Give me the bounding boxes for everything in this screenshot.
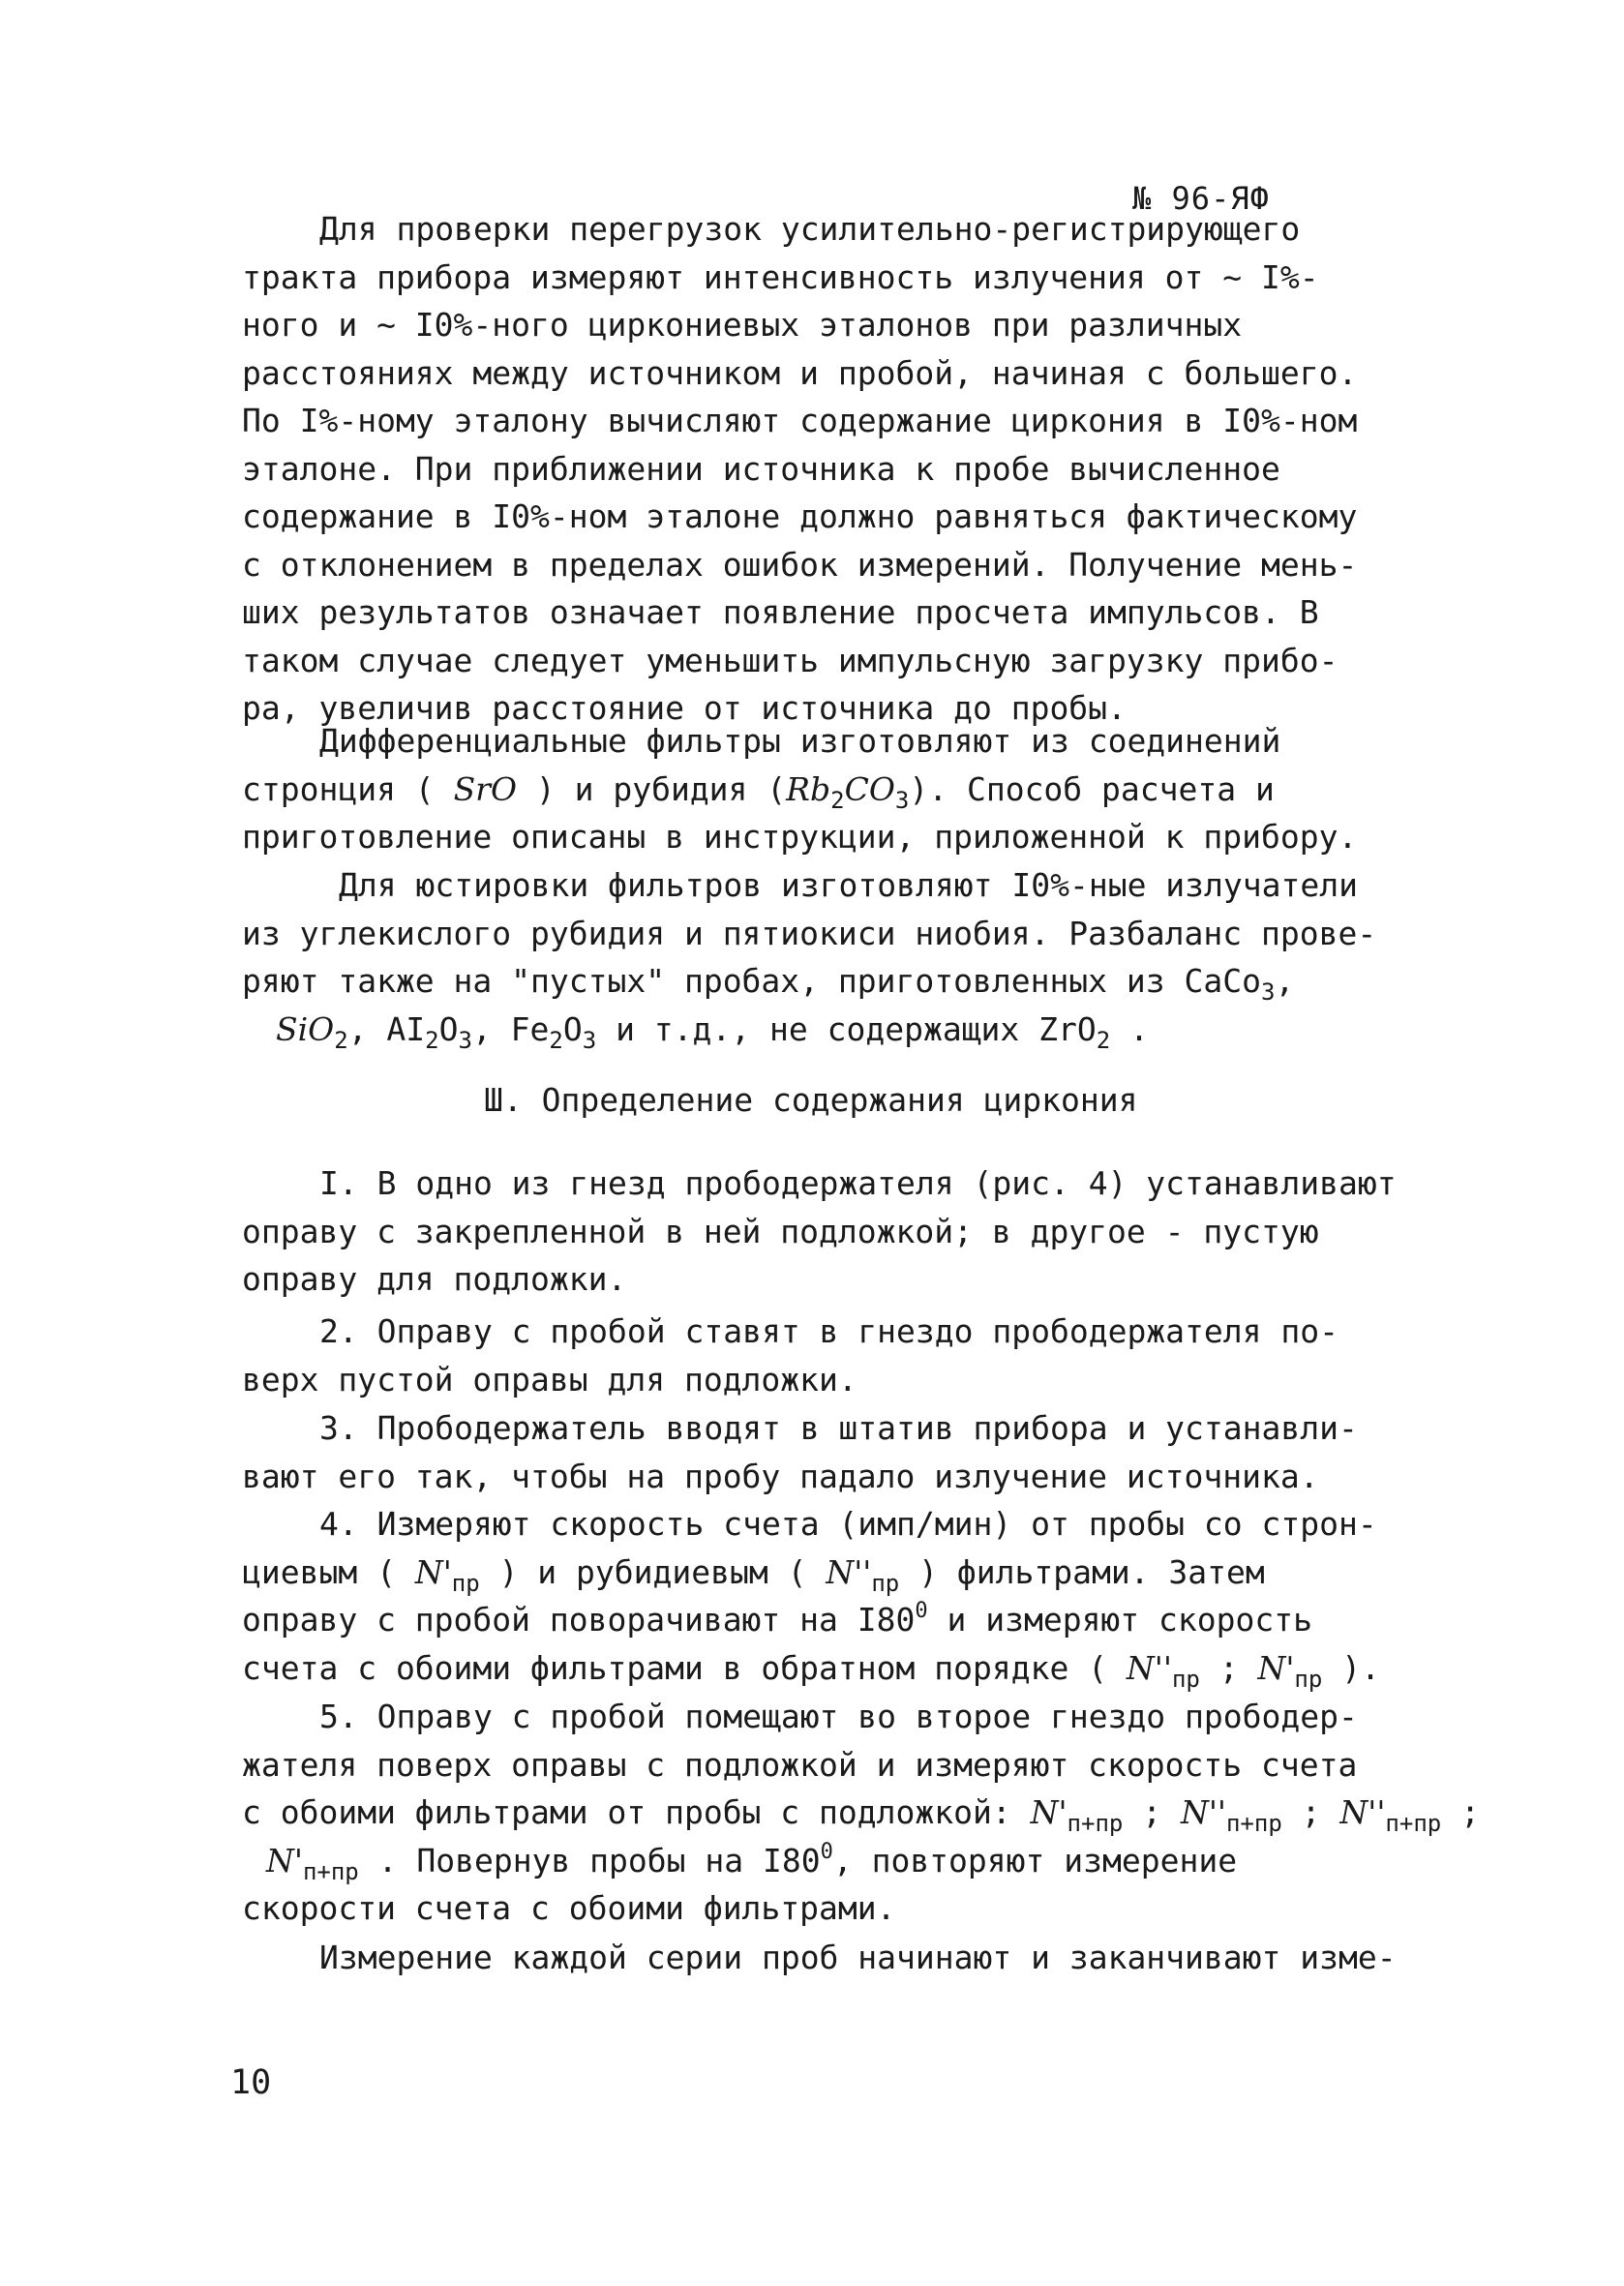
text-line: счета с обоими фильтрами в обратном порядке ( $N''_{пр}$ ; $N'_{пр}$ ). xyxy=(242,1648,1380,1693)
text-line: таком случае следует уменьшить импульсную загрузку прибо- xyxy=(242,641,1338,679)
text-line: оправу с закрепленной в ней подложкой; в другое - пустую xyxy=(242,1212,1319,1250)
text-line: из углекислого рубидия и пятиокиси ниобия. Разбаланс прове- xyxy=(242,914,1377,952)
text-line: $N'_{п+пр}$ . Повернув пробы на $I80^0$, повторяют измерение xyxy=(266,1839,1238,1885)
step-3 xyxy=(242,1404,1432,1500)
text-line: 3. Прободержатель вводят в штатив прибора и устанавли- xyxy=(319,1409,1358,1447)
text-line: содержание в I0%-ном эталоне должно равняться фактическому xyxy=(242,497,1358,535)
paragraph-filters xyxy=(242,717,1432,861)
step-5 xyxy=(242,1693,1480,1933)
text-line: По I%-ному эталону вычисляют содержание циркония в I0%-ном xyxy=(242,402,1358,439)
text-line: I. В одно из гнезд прободержателя (рис. 4) устанавливают xyxy=(319,1164,1397,1202)
text-line: стронция ( SrO ) и рубидия $(Rb_2CO_3)$. Способ расчета и xyxy=(242,769,1275,814)
text-line: эталоне. При приближении источника к пробе вычисленное xyxy=(242,449,1280,488)
text-line: оправу для подложки. xyxy=(242,1260,627,1298)
step-2 xyxy=(242,1308,1432,1403)
text-line: расстояниях между источником и пробой, начиная с большего. xyxy=(242,353,1358,392)
paragraph-series xyxy=(242,1934,1432,1982)
text-line: скорости счета с обоими фильтрами. xyxy=(242,1889,896,1927)
text-line: SiO$_2$, $AI_2O_3$, $Fe_2O_3$ и т.д., не содержащих ZrO$_2$ . xyxy=(276,1009,1149,1054)
text-line: ра, увеличив расстояние от источника до пробы. xyxy=(242,689,1127,727)
text-line: 4. Измеряют скорость счета (имп/мин) от пробы со строн- xyxy=(319,1505,1377,1543)
text-line: с отклонением в пределах ошибок измерений. Получение мень- xyxy=(242,545,1358,584)
step-1 xyxy=(242,1159,1432,1304)
text-line: Для юстировки фильтров изготовляют I0%-ные излучатели xyxy=(339,866,1358,904)
page-number: 10 xyxy=(230,2063,272,2102)
text-line: 2. Оправу с пробой ставят в гнездо прободержателя по- xyxy=(319,1312,1338,1350)
text-line: вают его так, чтобы на пробу падало излучение источника. xyxy=(242,1457,1319,1495)
text-line: приготовление описаны в инструкции, приложенной к прибору. xyxy=(242,818,1358,856)
text-line: Измерение каждой серии проб начинают и заканчивают изме- xyxy=(319,1939,1397,1976)
text-line: 5. Оправу с пробой помещают во второе гнездо прободер- xyxy=(319,1698,1358,1735)
text-line: оправу с пробой поворачивают на $I80^0$ и измеряют скорость xyxy=(242,1599,1312,1639)
step-4 xyxy=(242,1500,1432,1692)
paragraph-adjustment xyxy=(242,861,1432,1053)
text-line: ного и ~ I0%-ного циркониевых эталонов при различных xyxy=(242,306,1243,344)
text-line: верх пустой оправы для подложки. xyxy=(242,1360,857,1399)
text-line: циевым ( $N'_{пр}$ ) и рубидиевым ( $N''_{пр}$ ) фильтрами. Затем xyxy=(242,1552,1265,1597)
paragraph-overload-check xyxy=(242,205,1432,733)
section-heading: Ш. Определение содержания циркония xyxy=(484,1081,1138,1119)
text-line: ряют также на "пустых" пробах, приготовленных из CaCo$_3$, xyxy=(242,962,1295,1006)
text-line: Дифференциальные фильтры изготовляют из соединений xyxy=(319,722,1281,760)
text-line: с обоими фильтрами от пробы с подложкой: $N'_{п+пр}$ ; $N''_{п+пр}$ ; $N''_{п+пр}$ ; xyxy=(242,1793,1480,1837)
text-line: жателя поверх оправы с подложкой и измеряют скорость счета xyxy=(242,1745,1358,1784)
text-line: Для проверки перегрузок усилительно-регистрирующего xyxy=(319,210,1301,248)
document-number: № 96-ЯФ xyxy=(1132,180,1270,217)
sro-formula: SrO xyxy=(453,769,517,808)
text-line: ших результатов означает появление просчета импульсов. В xyxy=(242,593,1319,631)
text-line: тракта прибора измеряют интенсивность излучения от ~ I%- xyxy=(242,257,1319,296)
